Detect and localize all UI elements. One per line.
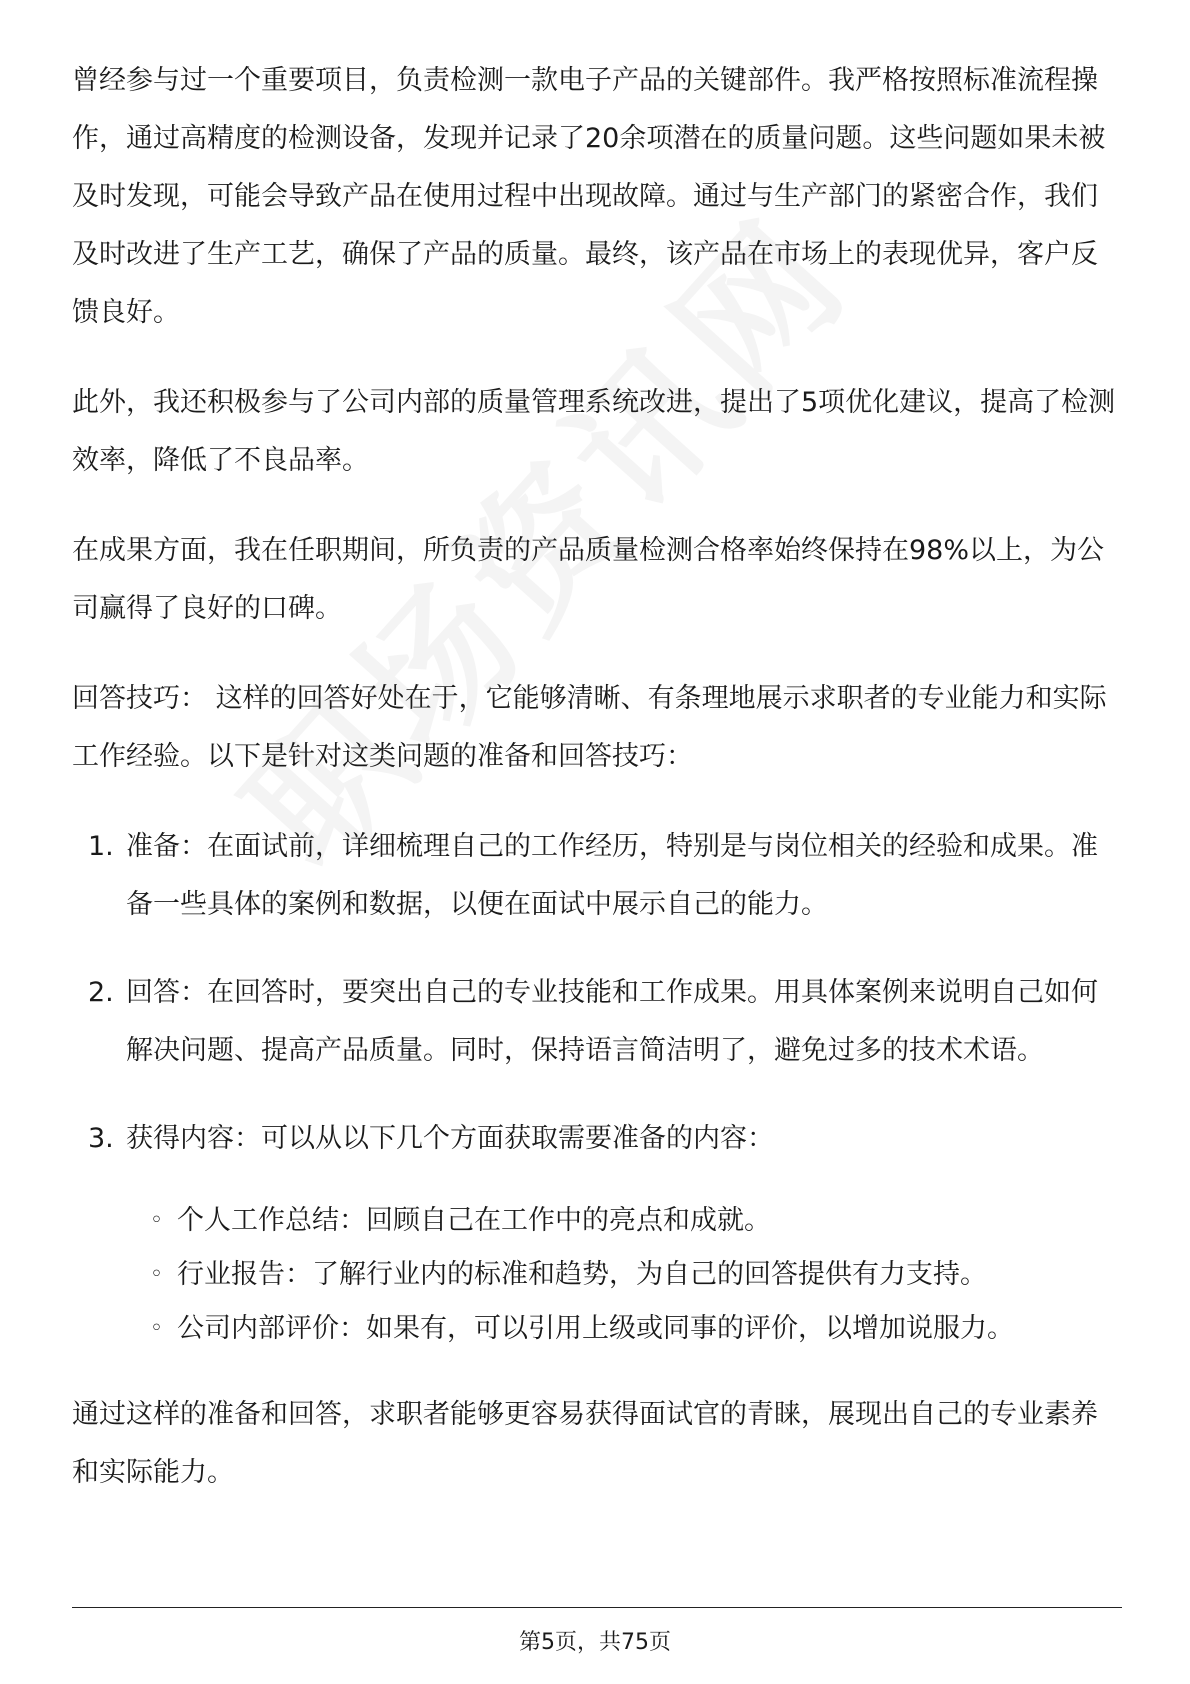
circle-bullet-icon: ◦ (150, 1262, 163, 1287)
paragraph-tips-intro: 回答技巧： 这样的回答好处在于，它能够清晰、有条理地展示求职者的专业能力和实际工作经验。以下是针对这类问题的准备和回答技巧： (72, 683, 1107, 772)
sub-list-item (72, 1194, 1122, 1248)
sub-list-item-text: 行业报告：了解行业内的标准和趋势，为自己的回答提供有力支持。 (177, 1259, 987, 1290)
paragraph-results: 在成果方面，我在任职期间，所负责的产品质量检测合格率始终保持在98%以上，为公司赢得了良好的口碑。 (72, 535, 1105, 624)
list-number: 2. (88, 977, 114, 1008)
list-item-text: 准备：在面试前，详细梳理自己的工作经历，特别是与岗位相关的经验和成果。准备一些具体的案例和数据，以便在面试中展示自己的能力。 (126, 831, 1098, 920)
circle-bullet-icon: ◦ (150, 1208, 163, 1233)
content-sources-list (72, 1194, 1122, 1356)
list-item-text: 获得内容：可以从以下几个方面获取需要准备的内容： (126, 1123, 774, 1154)
page-number: 第5页，共75页 (519, 1630, 671, 1655)
list-number: 1. (88, 831, 114, 862)
list-item (72, 818, 1122, 934)
page-content (72, 52, 1122, 1534)
paragraph-improvement: 此外，我还积极参与了公司内部的质量管理系统改进，提出了5项优化建议，提高了检测效率，降低了不良品率。 (72, 387, 1116, 476)
paragraph-project: 曾经参与过一个重要项目，负责检测一款电子产品的关键部件。我严格按照标准流程操作，通过高精度的检测设备，发现并记录了20余项潜在的质量问题。这些问题如果未被及时发现，可能会导致产品在使用过程中出现故障。通过与生产部门的紧密合作，我们及时改进了生产工艺，确保了产品的质量。最终，该产品在市场上的表现优异，客户反馈良好。 (72, 65, 1106, 328)
list-item-text: 回答：在回答时，要突出自己的专业技能和工作成果。用具体案例来说明自己如何解决问题、提高产品质量。同时，保持语言简洁明了，避免过多的技术术语。 (126, 977, 1098, 1066)
list-item (72, 1110, 1122, 1168)
list-number: 3. (88, 1123, 114, 1154)
tips-list (72, 818, 1122, 1168)
circle-bullet-icon: ◦ (150, 1316, 163, 1341)
sub-list-item-text: 公司内部评价：如果有，可以引用上级或同事的评价，以增加说服力。 (177, 1313, 1014, 1344)
list-item (72, 964, 1122, 1080)
sub-list-item (72, 1248, 1122, 1302)
paragraph-closing: 通过这样的准备和回答，求职者能够更容易获得面试官的青睐，展现出自己的专业素养和实际能力。 (72, 1399, 1098, 1488)
footer-divider (72, 1607, 1122, 1608)
sub-list-item-text: 个人工作总结：回顾自己在工作中的亮点和成就。 (177, 1205, 771, 1236)
sub-list-item (72, 1302, 1122, 1356)
